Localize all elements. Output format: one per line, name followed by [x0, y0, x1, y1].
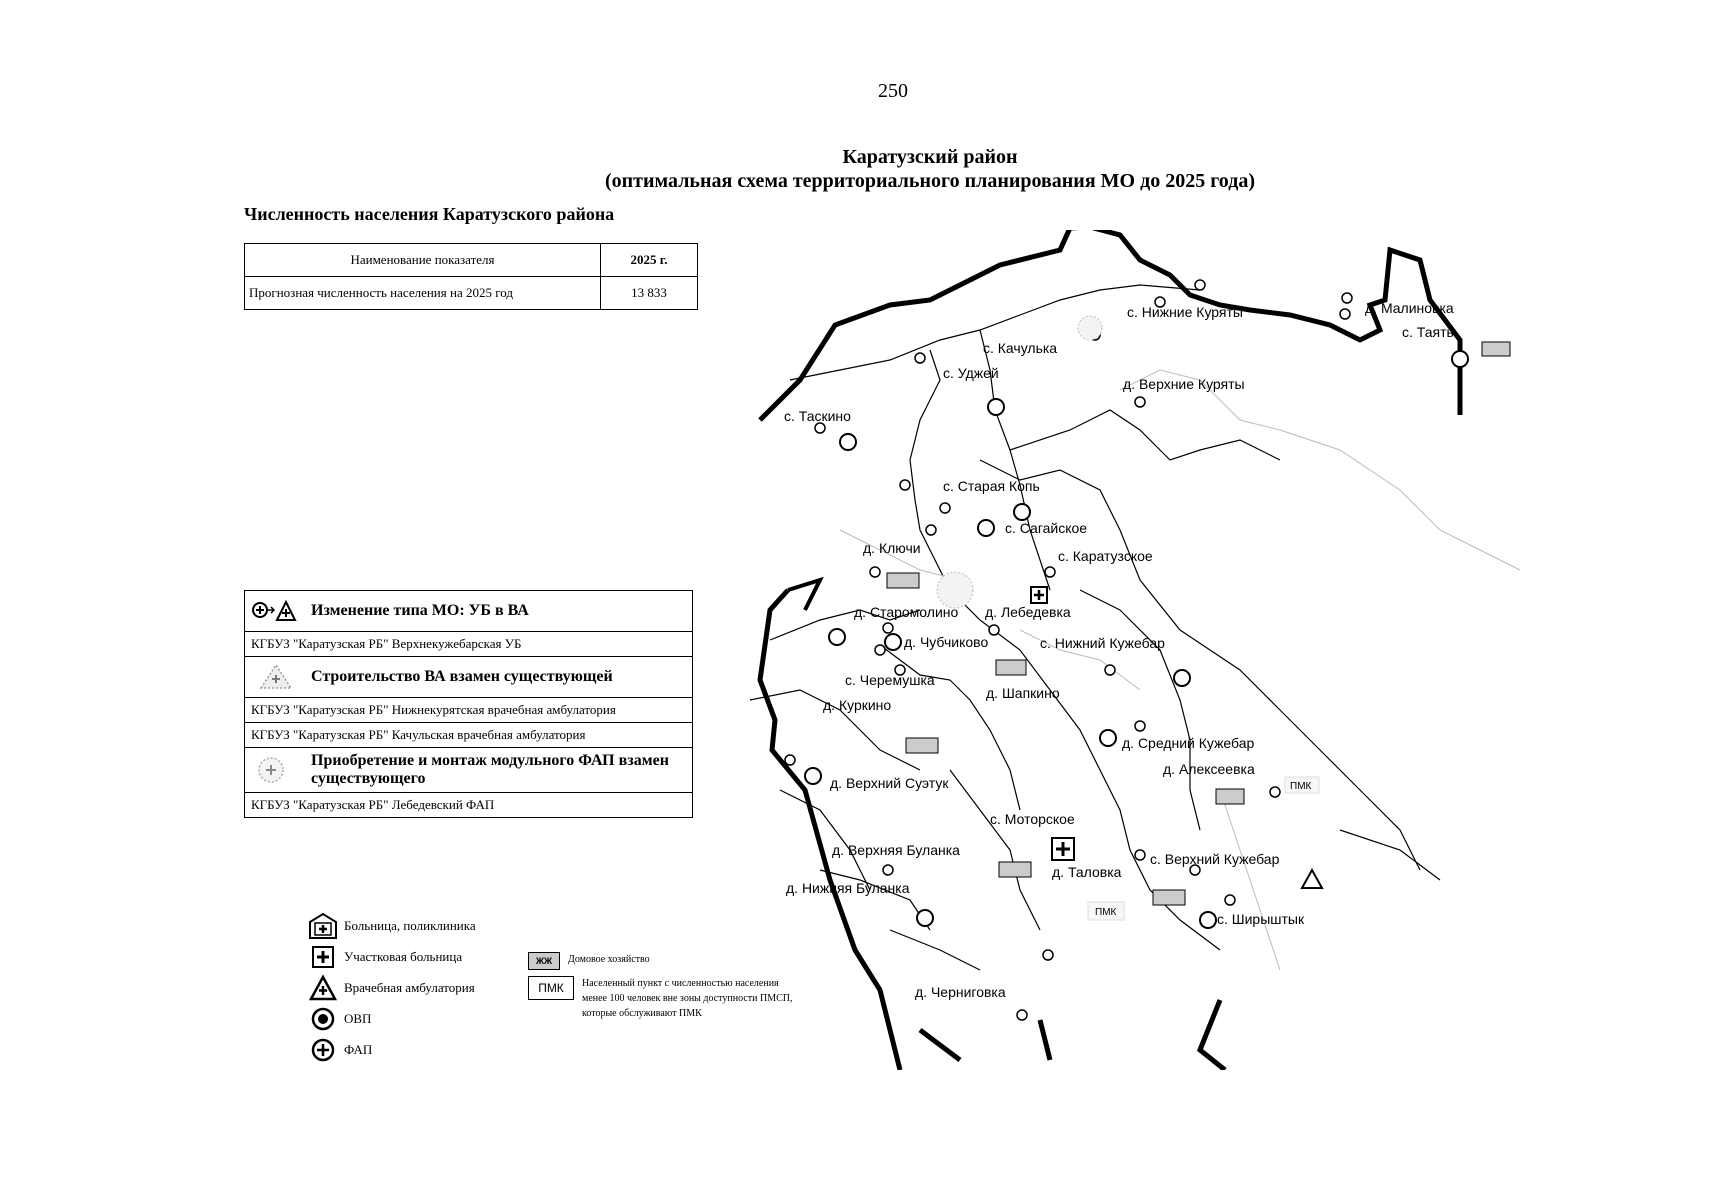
settlement-label: д. Ключи: [863, 540, 921, 556]
settlement-label: с. Каратузское: [1058, 548, 1153, 564]
type-change-item: КГБУЗ "Каратузская РБ" Верхнекужебарская УБ: [245, 632, 692, 657]
settlement-label: с. Уджей: [943, 365, 999, 381]
district-hospital-icon: [308, 943, 338, 971]
construction-item: КГБУЗ "Каратузская РБ" Качульская врачебная амбулатория: [245, 723, 692, 748]
settlement-label: д. Куркино: [823, 697, 892, 713]
ovp-icon: [308, 1005, 338, 1033]
legend-item: [308, 941, 476, 972]
district-boundary-west: [760, 590, 900, 1070]
changes-table: [244, 590, 693, 818]
settlement-label: с. Нижние Куряты: [1127, 304, 1243, 320]
modular-fap-icon: [251, 754, 301, 786]
legend-item: [308, 1034, 476, 1065]
type-change-header: [245, 591, 692, 632]
legend-label: Больница, поликлиника: [344, 917, 476, 933]
population-table: [244, 243, 698, 310]
legend-label: ФАП: [344, 1041, 373, 1057]
settlement-label: с. Верхний Кужебар: [1150, 851, 1280, 867]
page-subtitle: (оптимальная схема территориального планирования МО до 2025 года): [605, 170, 1255, 192]
settlement-label: д. Старомолино: [854, 604, 959, 620]
settlement-label: с. Ширыштык: [1217, 911, 1305, 927]
boundary-west-upper: [788, 580, 820, 610]
population-heading: Численность населения Каратузского района: [244, 204, 615, 224]
settlement-label: д. Лебедевка: [985, 604, 1071, 620]
settlement-label: д. Чубчиково: [904, 634, 989, 650]
modular-heading: Приобретение и монтаж модульного ФАП взамен существующего: [311, 752, 669, 787]
settlement-label: с. Сагайское: [1005, 520, 1088, 536]
modular-header: [245, 748, 692, 793]
pmk-label: ПМК: [1290, 781, 1312, 792]
fap-to-ambulatory-icon: [251, 595, 301, 627]
settlement-label: д. Алексеевка: [1163, 761, 1255, 777]
settlement-label: с. Старая Копь: [943, 478, 1040, 494]
settlement-label: д. Средний Кужебар: [1122, 735, 1255, 751]
ambulatory-icon: [308, 974, 338, 1002]
indicator-cell: Прогнозная численность населения на 2025 год: [245, 277, 601, 310]
legend-label: Домовое хозяйство: [568, 954, 650, 965]
settlement-label: с. Нижний Кужебар: [1040, 635, 1165, 651]
settlement-label: д. Нижняя Буланка: [786, 880, 910, 896]
settlement-label: с. Таяты: [1402, 324, 1457, 340]
settlement-label: д. Таловка: [1052, 864, 1122, 880]
district-boundary-south: [920, 1000, 1225, 1070]
settlement-label: д. Верхняя Буланка: [832, 842, 960, 858]
settlement-label: с. Качулька: [983, 340, 1058, 356]
settlement-label: с. Черемушка: [845, 672, 935, 688]
home-household-icon: ЖЖ: [528, 952, 560, 970]
settlement-label: д. Верхние Куряты: [1123, 376, 1245, 392]
value-cell: 13 833: [601, 277, 698, 310]
header-year: 2025 г.: [601, 244, 698, 277]
settlement-label: д. Верхний Суэтук: [830, 775, 949, 791]
ambulatory-construction-icon: [251, 661, 301, 693]
pmk-icon: ПМК: [528, 976, 574, 1000]
construction-header: [245, 657, 692, 698]
settlement-label: д. Шапкино: [986, 685, 1060, 701]
legend-label: Врачебная амбулатория: [344, 979, 475, 995]
table-row: [245, 277, 698, 310]
pmk-boxes: [887, 342, 1510, 920]
construction-heading: Строительство ВА взамен существующей: [311, 668, 613, 685]
legend-label: Населенный пункт с численностью населения менее 100 человек вне зоны доступности ПМСП, которые обслуживают ПМК: [582, 978, 793, 1019]
modular-item: КГБУЗ "Каратузская РБ" Лебедевский ФАП: [251, 797, 495, 812]
settlement-label: д. Черниговка: [915, 984, 1006, 1000]
legend-label: ОВП: [344, 1010, 372, 1026]
legend-label: Участковая больница: [344, 948, 463, 964]
table-header-row: [245, 244, 698, 277]
settlement-label: с. Моторское: [990, 811, 1075, 827]
fap-icon: [308, 1036, 338, 1064]
page-title: Каратузский район: [842, 146, 1018, 168]
construction-item: КГБУЗ "Каратузская РБ" Нижнекурятская врачебная амбулатория: [245, 698, 692, 723]
header-indicator: Наименование показателя: [245, 244, 601, 277]
legend-item: [308, 1003, 476, 1034]
legend-item: [308, 910, 476, 941]
settlement-label: с. Таскино: [784, 408, 851, 424]
legend-item: [308, 972, 476, 1003]
page-number: 250: [878, 80, 908, 102]
ambulatory-construction-marker: [1078, 316, 1102, 340]
hospital-icon: [308, 912, 338, 940]
settlement-label: д. Малиновка: [1365, 300, 1454, 316]
pmk-label: ПМК: [1095, 907, 1117, 918]
district-boundary: [760, 230, 1460, 420]
district-map: [720, 230, 1580, 1070]
type-change-heading: Изменение типа МО: УБ в ВА: [311, 602, 529, 619]
modular-fap-marker: [937, 572, 973, 608]
legend: [308, 910, 476, 1065]
